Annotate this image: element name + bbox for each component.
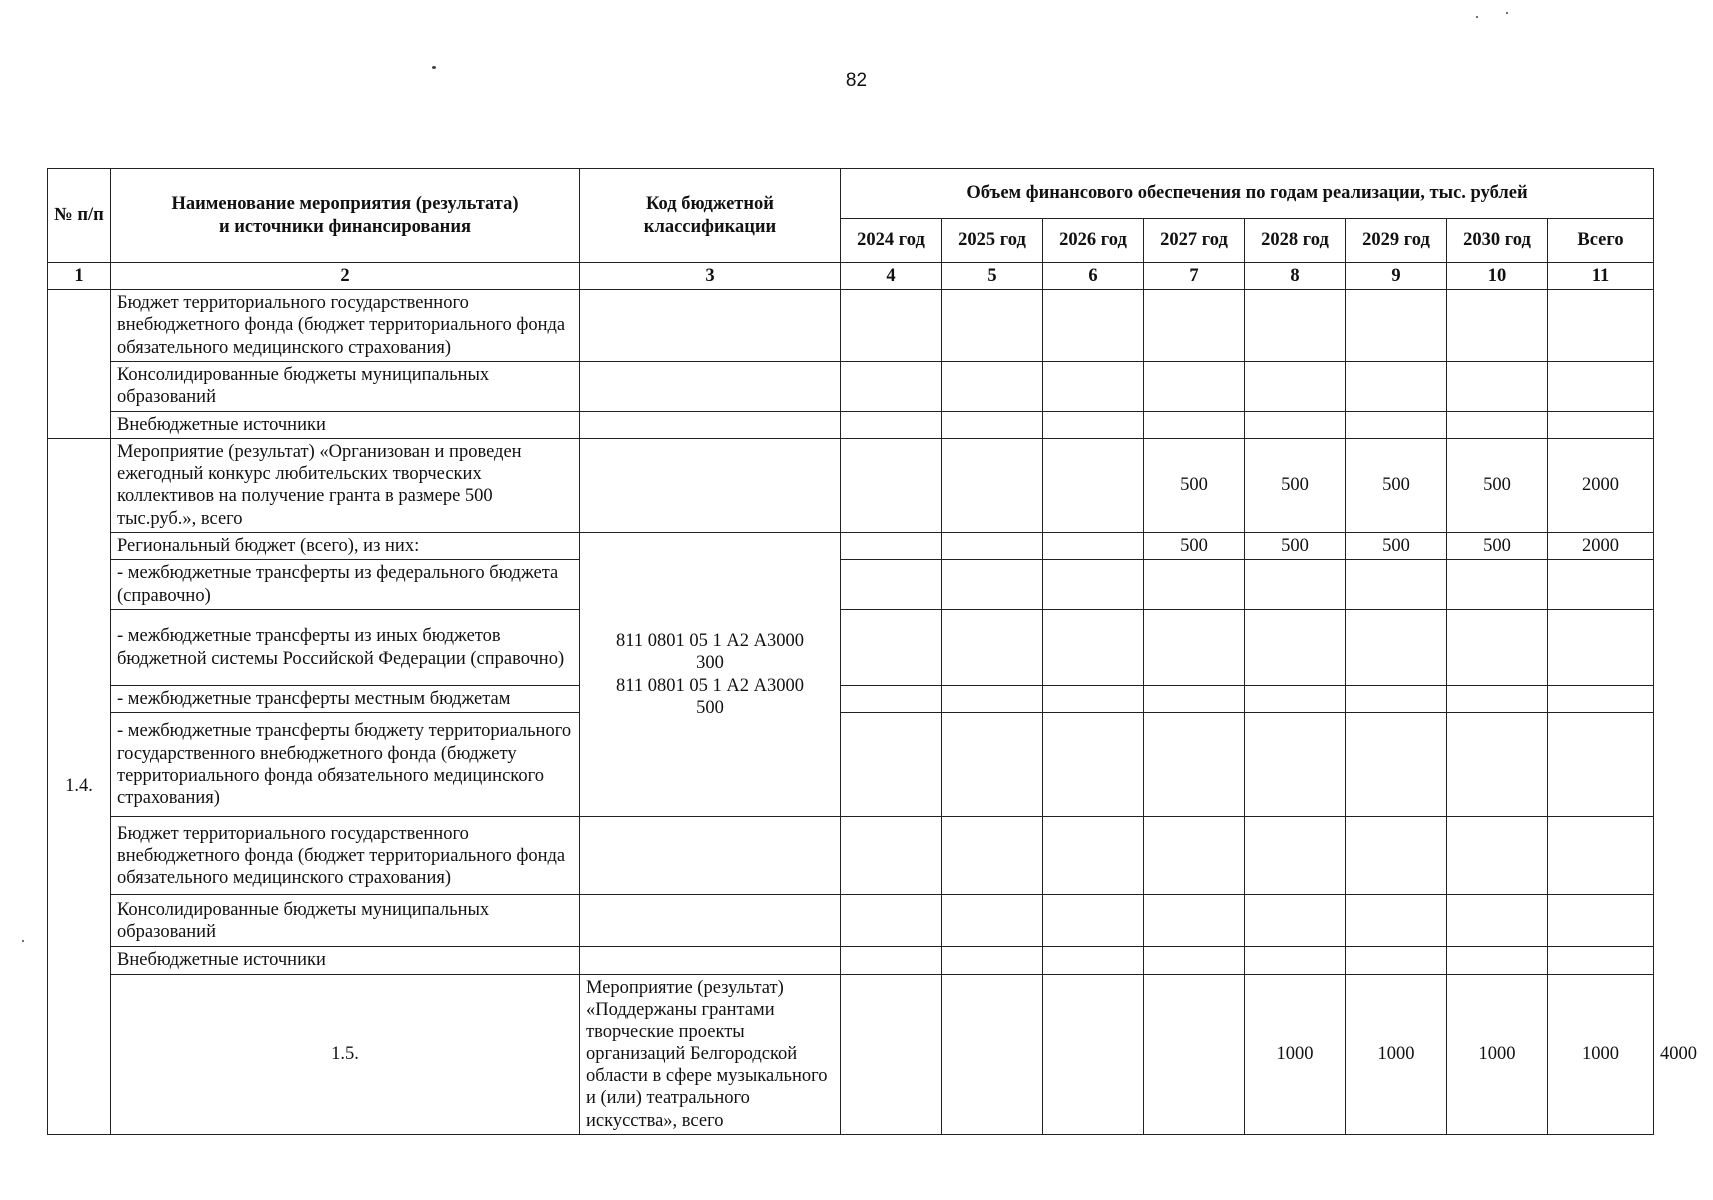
- value-cell: 500: [1346, 532, 1447, 559]
- table-row: [48, 713, 1654, 817]
- scan-speck: [432, 66, 436, 69]
- header-year: 2026 год: [1043, 219, 1144, 263]
- header-code-line1: Код бюджетной: [646, 194, 774, 215]
- value-cell: 1000: [1447, 974, 1548, 1134]
- table-row: [48, 895, 1654, 947]
- column-number: 4: [841, 263, 942, 290]
- value-cell: [1144, 974, 1245, 1134]
- table-row: 1.5. Мероприятие (результат) «Поддержаны грантами творческие проекты организаций Белгородской области в сфере музыкального и (или) театрального искусства», всего 1000 1000 1000 1000 4000: [48, 974, 1654, 1134]
- header-row: [48, 169, 1654, 219]
- value-cell: 500: [1245, 532, 1346, 559]
- header-year: 2030 год: [1447, 219, 1548, 263]
- scan-speck: [1476, 16, 1478, 18]
- value-cell: 500: [1245, 438, 1346, 532]
- column-number: 3: [580, 263, 841, 290]
- value-cell: [1043, 974, 1144, 1134]
- table-row: [48, 947, 1654, 974]
- value-cell: 1000: [1245, 974, 1346, 1134]
- row-name: - межбюджетные трансферты местным бюджетам: [111, 686, 580, 713]
- table-row: [48, 411, 1654, 438]
- row-name: - межбюджетные трансферты из федерального бюджета (справочно): [111, 560, 580, 610]
- header-volume: Объем финансового обеспечения по годам реализации, тыс. рублей: [841, 169, 1654, 219]
- header-name-line1: Наименование мероприятия (результата): [171, 194, 519, 215]
- row-index: 1.4.: [48, 438, 111, 1134]
- header-name: [111, 169, 580, 263]
- value-cell: 500: [1447, 532, 1548, 559]
- header-year: 2029 год: [1346, 219, 1447, 263]
- value-cell: 500: [1447, 438, 1548, 532]
- column-numbers-row: [48, 263, 1654, 290]
- column-number: 1: [48, 263, 111, 290]
- value-cell: [942, 974, 1043, 1134]
- row-name: Мероприятие (результат) «Поддержаны грантами творческие проекты организаций Белгородской области в сфере музыкального и (или) театрального искусства», всего: [580, 974, 841, 1134]
- row-name: Региональный бюджет (всего), из них:: [111, 532, 580, 559]
- row-name: Консолидированные бюджеты муниципальных образований: [111, 895, 580, 947]
- table-row: [48, 438, 1654, 532]
- value-cell: 500: [1144, 438, 1245, 532]
- column-number: 6: [1043, 263, 1144, 290]
- column-number: 8: [1245, 263, 1346, 290]
- header-code: [580, 169, 841, 263]
- row-name: - межбюджетные трансферты бюджету территориального государственного внебюджетного фонда (бюджету территориального фонда обязательного медицинского страхования): [111, 713, 580, 817]
- column-number: 10: [1447, 263, 1548, 290]
- value-cell: [841, 438, 942, 532]
- column-number: 9: [1346, 263, 1447, 290]
- header-total: Всего: [1548, 219, 1654, 263]
- value-cell: 2000: [1548, 532, 1654, 559]
- row-name: Консолидированные бюджеты муниципальных образований: [111, 361, 580, 411]
- header-year: 2027 год: [1144, 219, 1245, 263]
- header-code-line2: классификации: [643, 216, 777, 237]
- index-cell-empty: [48, 290, 111, 439]
- value-cell: 500: [1346, 438, 1447, 532]
- table-row: [48, 290, 1654, 362]
- row-index: 1.5.: [111, 974, 580, 1134]
- value-cell: 500: [1144, 532, 1245, 559]
- value-cell: 1000: [1548, 974, 1654, 1134]
- scan-speck: [22, 940, 24, 942]
- row-name: Бюджет территориального государственного внебюджетного фонда (бюджет территориального фонда обязательного медицинского страхования): [111, 290, 580, 362]
- column-number: 2: [111, 263, 580, 290]
- row-name: Внебюджетные источники: [111, 947, 580, 974]
- table-row: [48, 817, 1654, 895]
- value-cell: [1043, 438, 1144, 532]
- column-number: 11: [1548, 263, 1654, 290]
- header-year: 2024 год: [841, 219, 942, 263]
- header-name-line2: и источники финансирования: [218, 216, 471, 237]
- budget-code-line: 811 0801 05 1 А2 А3000: [616, 631, 804, 652]
- table-row: [48, 686, 1654, 713]
- value-cell: 1000: [1346, 974, 1447, 1134]
- table-row: [48, 361, 1654, 411]
- table-row: [48, 560, 1654, 610]
- row-name: - межбюджетные трансферты из иных бюджетов бюджетной системы Российской Федерации (справочно): [111, 610, 580, 686]
- header-year: 2025 год: [942, 219, 1043, 263]
- value-cell: [942, 438, 1043, 532]
- value-cell: [942, 532, 1043, 559]
- header-num: № п/п: [48, 169, 111, 263]
- row-name: Мероприятие (результат) «Организован и проведен ежегодный конкурс любительских творческих коллективов на получение гранта в размере 500 тыс.руб.», всего: [111, 438, 580, 532]
- budget-code-line: 811 0801 05 1 А2 А3000: [616, 675, 804, 696]
- column-number: 7: [1144, 263, 1245, 290]
- column-number: 5: [942, 263, 1043, 290]
- scan-speck: [1506, 12, 1508, 14]
- page-number: 82: [845, 70, 868, 91]
- table-row: [48, 610, 1654, 686]
- value-cell: [1043, 532, 1144, 559]
- row-name: Бюджет территориального государственного внебюджетного фонда (бюджет территориального фонда обязательного медицинского страхования): [111, 817, 580, 895]
- row-name: Внебюджетные источники: [111, 411, 580, 438]
- budget-code-cell: [580, 532, 841, 816]
- budget-code-line: 300: [696, 653, 724, 674]
- budget-code-line: 500: [696, 697, 724, 718]
- table-row: [48, 532, 1654, 559]
- value-cell: [841, 532, 942, 559]
- header-year: 2028 год: [1245, 219, 1346, 263]
- financing-table: [47, 168, 1697, 1135]
- value-cell: 2000: [1548, 438, 1654, 532]
